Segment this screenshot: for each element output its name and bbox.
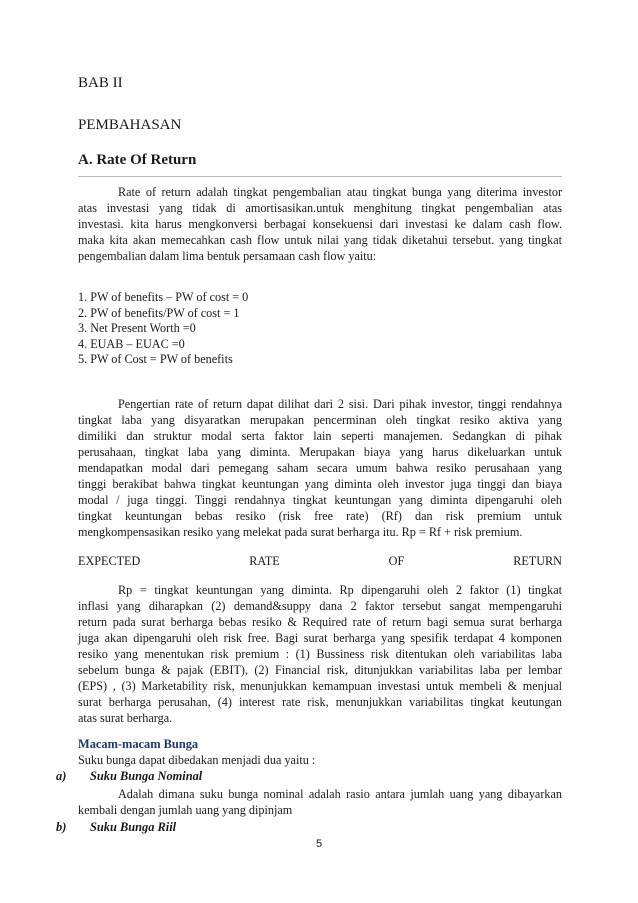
text-line: Adalah dimana suku bunga nominal adalah rasio antara jumlah uang yang dibayarkan (118, 787, 562, 801)
text-line: Pengertian rate of return dapat dilihat dari 2 sisi. Dari pihak investor, tinggi rendahnya (118, 397, 562, 411)
item-title-riil: Suku Bunga Riil (90, 820, 177, 834)
page-number: 5 (315, 838, 323, 850)
expected-rate-heading (78, 554, 562, 569)
paragraph-nominal (78, 786, 562, 818)
text-line: investasi. kita harus mengkonversi berbagai konsekuensi dari investasi ke dalam cash flow. (78, 217, 562, 231)
text-line: inflasi yang diharapkan (2) demand&suppy dana 2 faktor tersebut sangat mempengaruhi (78, 599, 562, 613)
text-line: atas investasi yang tidak di amortisasikan.untuk menghitung tingkat pengembalian atas (78, 201, 562, 215)
paragraph-pengertian (78, 396, 562, 540)
formula-item: 2. PW of benefits/PW of cost = 1 (78, 305, 240, 320)
text-line: return pada surat berharga bebas resiko & Required rate of return bagi semua surat berharga (78, 615, 562, 629)
text-line: Rp = tingkat keuntungan yang diminta. Rp dipengaruhi oleh 2 faktor (1) tingkat (118, 583, 562, 597)
chapter-label: BAB II (78, 75, 123, 91)
paragraph-definition (78, 184, 562, 264)
text-line: sebelum bunga & pajak (EBIT), (2) Financial risk, ditunjukkan variabilitas laba per lembar (78, 663, 562, 677)
text-line: resiko yang menentukan risk premium : (1) Bussiness risk ditentukan oleh variabilitas laba (78, 647, 562, 661)
text-line: pengembalian dalam lima bentuk persamaan cash flow yaitu: (78, 249, 377, 263)
bunga-intro: Suku bunga dapat dibedakan menjadi dua yaitu : (78, 753, 316, 767)
item-title-nominal: Suku Bunga Nominal (90, 769, 203, 783)
text-line: dimiliki dan struktur modal serta faktor lain seperti manajemen. Sedangkan di pihak (78, 429, 562, 443)
text-line: maka kita akan memecahkan cash flow untuk nilai yang tidak diketahui tersebut. yang tingkat (78, 233, 562, 247)
text-line: atas surat berharga. (78, 711, 173, 725)
formula-item: 4. EUAB – EUAC =0 (78, 336, 185, 351)
text-line: tinggi berakibat bahwa tingkat keuntungan yang diminta oleh investor juga tinggi dan biaya (78, 477, 562, 491)
text-line: kembali dengan jumlah uang yang dipinjam (78, 803, 293, 817)
text-line: modal / juga tinggi. Tinggi rendahnya tingkat keuntungan yang diminta dipengaruhi oleh (78, 493, 562, 507)
text-line: perusahaan, tingkat laba yang diminta. Merupakan biaya yang harus dikeluarkan untuk (78, 445, 562, 459)
heading-word: EXPECTED (78, 554, 141, 568)
text-line: tingkat keuntungan bebas resiko (risk free rate) (Rf) dan risk premium untuk (78, 509, 562, 523)
text-line: (EPS) , (3) Marketability risk, menunjukkan kemampuan investasi untuk membeli & menjual (78, 679, 562, 693)
heading-word: RATE (249, 554, 280, 568)
formula-item: 3. Net Present Worth =0 (78, 321, 196, 335)
formula-item: 1. PW of benefits – PW of cost = 0 (78, 290, 249, 304)
chapter-title: PEMBAHASAN (78, 117, 182, 133)
text-line: tingkat laba yang disyaratkan merupakan pencerminan oleh tingkat resiko aktiva yang (78, 413, 562, 427)
formula-list (78, 290, 248, 368)
section-heading: A. Rate Of Return (78, 152, 197, 168)
heading-word: OF (388, 554, 405, 568)
formula-item: 5. PW of Cost = PW of benefits (78, 352, 233, 366)
subsection-heading: Macam-macam Bunga (78, 737, 199, 751)
heading-word: RETURN (513, 554, 562, 568)
text-line: juga akan dipengaruhi oleh risk free. Bagi surat berharga yang spesifik terdapat 4 komponen (78, 631, 562, 645)
list-marker-b: b) (56, 820, 67, 834)
text-line: mengkompensasikan resiko yang melekat pada surat berharga itu. Rp = Rf + risk premium. (78, 525, 523, 539)
list-marker-a: a) (56, 769, 67, 783)
heading-rule (78, 176, 562, 177)
text-line: mendapatkan modal dari pemegang saham secara umum bahwa resiko perusahaan yang (78, 461, 562, 475)
paragraph-rp (78, 582, 562, 726)
text-line: surat berharga perusahan, (4) interest rate risk, menunjukkan variabilitas tingkat keutungan (78, 695, 562, 709)
text-line: Rate of return adalah tingkat pengembalian atau tingkat bunga yang diterima investor (118, 185, 562, 199)
